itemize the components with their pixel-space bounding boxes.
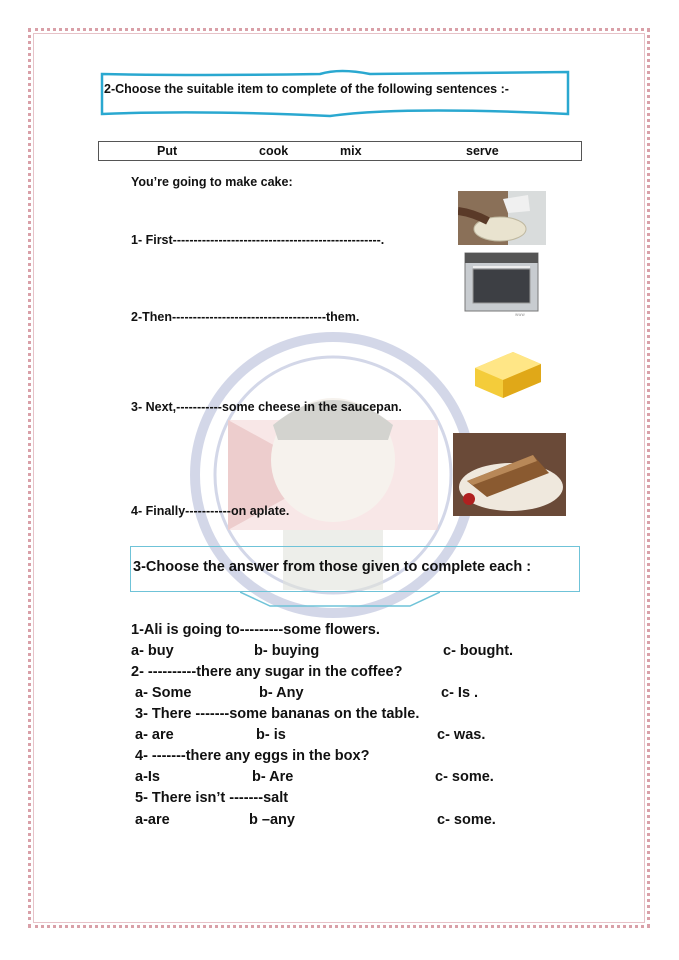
section3-title: 3-Choose the answer from those given to complete each :: [133, 559, 532, 575]
question-1: 1-Ali is going to---------some flowers.: [131, 622, 380, 638]
option-c: c- Is .: [441, 685, 479, 701]
section2-item-2: 2-Then-------------------------------------them.: [131, 310, 360, 324]
section2-item-3: 3- Next,-----------some cheese in the saucepan.: [131, 400, 402, 414]
option-c: c- some.: [435, 769, 494, 785]
question-4: 4- -------there any eggs in the box?: [135, 748, 370, 764]
word-bank: [98, 141, 582, 161]
option-a: a- buy: [131, 643, 174, 659]
section3-title-tab: [240, 592, 440, 614]
option-c: c- some.: [437, 812, 496, 828]
word-bank-item: mix: [340, 144, 362, 158]
section3-title-box: [130, 546, 580, 592]
option-b: b- Are: [252, 769, 294, 785]
oven-image: [463, 251, 540, 317]
option-a: a-Is: [135, 769, 160, 785]
question-5: 5- There isn’t -------salt: [135, 790, 289, 806]
option-a: a- Some: [135, 685, 192, 701]
word-bank-item: serve: [466, 144, 499, 158]
option-b: b- Any: [259, 685, 304, 701]
option-b: b- is: [256, 727, 286, 743]
cake-slice-image: [453, 433, 566, 516]
option-a: a- are: [135, 727, 174, 743]
option-b: b- buying: [254, 643, 320, 659]
section2-title-box: [100, 66, 570, 118]
option-b: b –any: [249, 812, 295, 828]
cheese-image: [469, 346, 545, 402]
section2-item-4: 4- Finally-----------on aplate.: [131, 504, 290, 518]
option-c: c- bought.: [443, 643, 514, 659]
mixer-image: [458, 191, 546, 245]
word-bank-item: cook: [259, 144, 289, 158]
question-2: 2- ----------there any sugar in the coffee?: [131, 664, 403, 680]
word-bank-item: Put: [157, 144, 178, 158]
section2-intro: You’re going to make cake:: [131, 175, 293, 189]
svg-text:www: www: [515, 312, 525, 317]
option-a: a-are: [135, 812, 170, 828]
section2-item-1: 1- First--------------------------------------------------.: [131, 233, 385, 247]
option-c: c- was.: [437, 727, 486, 743]
section2-title: 2-Choose the suitable item to complete of the following sentences :-: [104, 82, 509, 96]
question-3: 3- There -------some bananas on the table.: [135, 706, 420, 722]
